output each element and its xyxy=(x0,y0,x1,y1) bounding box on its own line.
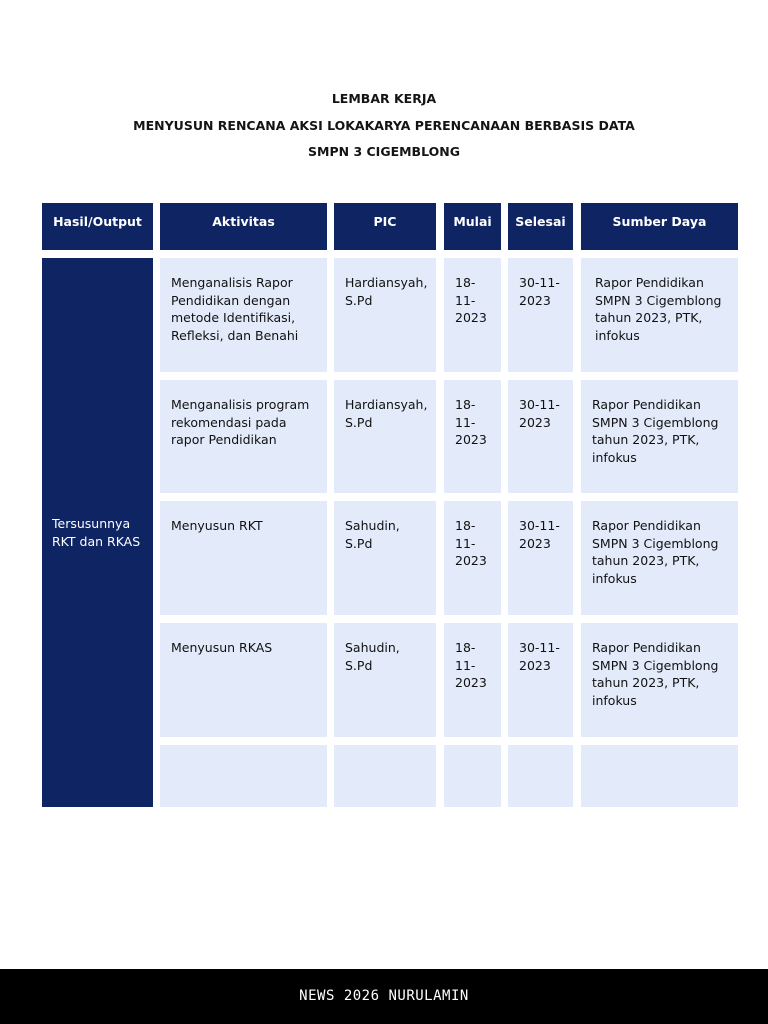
table-cell-pic: Hardiansyah, S.Pd xyxy=(334,258,436,372)
table-cell-pic: Sahudin, S.Pd xyxy=(334,501,436,615)
table-cell-pic: Hardiansyah, S.Pd xyxy=(334,380,436,493)
table-cell-start: 18-11-2023 xyxy=(444,380,501,493)
output-cell xyxy=(42,258,153,807)
table-cell-start: 18-11-2023 xyxy=(444,258,501,372)
output-text: Tersusunnya RKT dan RKAS xyxy=(52,516,141,549)
table-cell-resources: Rapor Pendidikan SMPN 3 Cigemblong tahun 2023, PTK, infokus xyxy=(581,501,738,615)
table-cell-end: 30-11-2023 xyxy=(508,258,573,372)
col-header-start: Mulai xyxy=(444,203,501,250)
table-cell-pic xyxy=(334,745,436,807)
school-name: SMPN 3 CIGEMBLONG xyxy=(308,144,460,159)
footer-banner xyxy=(0,969,768,1024)
col-header-end: Selesai xyxy=(508,203,573,250)
table-cell-activity xyxy=(160,745,327,807)
table-cell-end: 30-11-2023 xyxy=(508,623,573,737)
document-title: LEMBAR KERJA xyxy=(331,91,437,106)
col-header-pic: PIC xyxy=(334,203,436,250)
footer-text: NEWS 2026 NURULAMIN xyxy=(299,988,469,1004)
col-header-activity: Aktivitas xyxy=(160,203,327,250)
table-cell-start xyxy=(444,745,501,807)
table-cell-end: 30-11-2023 xyxy=(508,501,573,615)
table-cell-activity: Menganalisis Rapor Pendidikan dengan metode Identifikasi, Refleksi, dan Benahi xyxy=(160,258,327,372)
document-subtitle: MENYUSUN RENCANA AKSI LOKAKARYA PERENCANAAN BERBASIS DATA xyxy=(133,117,635,133)
table-cell-activity: Menganalisis program rekomendasi pada rapor Pendidikan xyxy=(160,380,327,493)
table-cell-activity: Menyusun RKT xyxy=(160,501,327,615)
col-header-resources: Sumber Daya xyxy=(581,203,738,250)
document-header xyxy=(0,86,768,166)
table-cell-start: 18-11-2023 xyxy=(444,623,501,737)
table-cell-resources: Rapor Pendidikan SMPN 3 Cigemblong tahun 2023, PTK, infokus xyxy=(581,380,738,493)
table-cell-resources: Rapor Pendidikan SMPN 3 Cigemblong tahun 2023, PTK, infokus xyxy=(581,623,738,737)
table-cell-start: 18-11-2023 xyxy=(444,501,501,615)
table-cell-pic: Sahudin, S.Pd xyxy=(334,623,436,737)
col-header-output: Hasil/Output xyxy=(42,203,153,250)
table-cell-end xyxy=(508,745,573,807)
table-cell-resources: Rapor Pendidikan SMPN 3 Cigemblong tahun 2023, PTK, infokus xyxy=(581,258,738,372)
table-cell-resources xyxy=(581,745,738,807)
table-cell-activity: Menyusun RKAS xyxy=(160,623,327,737)
table-cell-end: 30-11-2023 xyxy=(508,380,573,493)
